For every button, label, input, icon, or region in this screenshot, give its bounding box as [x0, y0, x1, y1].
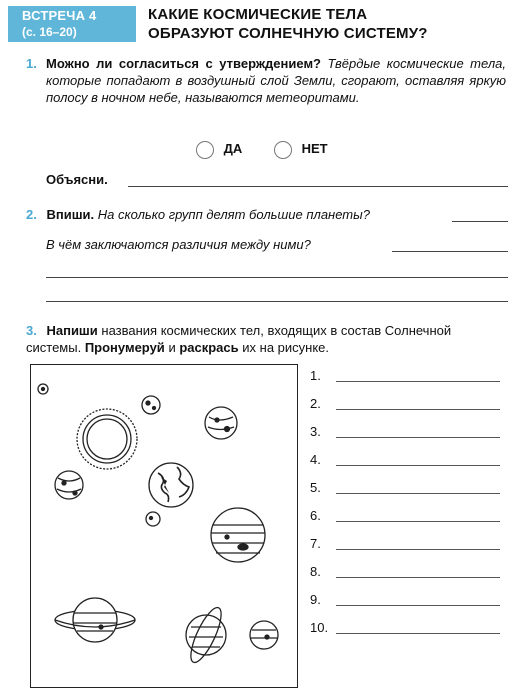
differences-text: В чём заключаются различия между ними? — [46, 237, 311, 252]
differences-answer-line-2[interactable] — [46, 277, 508, 278]
planets-illustration — [31, 365, 296, 686]
no-label: НЕТ — [301, 141, 328, 157]
question-2-part-2 — [46, 237, 311, 252]
question-2-number: 2. — [26, 207, 37, 222]
question-3-number: 3. — [26, 323, 37, 338]
question-3-verb-write: Напиши — [46, 323, 98, 338]
question-2-verb: Впиши. — [46, 207, 95, 222]
differences-answer-line-1[interactable] — [392, 251, 508, 252]
question-3 — [26, 322, 508, 356]
earth-icon — [149, 463, 193, 507]
question-1-number: 1. — [26, 56, 37, 71]
explain-text: Объясни. — [46, 172, 108, 187]
answer-line-4[interactable]: 4. — [310, 452, 500, 472]
question-3-text-1: названия космических тел, входящих в состав Солнечной системы. — [26, 323, 452, 355]
differences-answer-line-3[interactable] — [46, 301, 508, 302]
question-3-text-2: их на рисунке. — [242, 340, 330, 355]
neptune-icon — [250, 621, 278, 649]
explain-label — [46, 172, 108, 187]
mars-icon — [55, 471, 83, 499]
small-moon-icon — [38, 384, 48, 394]
answer-line-7[interactable]: 7. — [310, 536, 500, 556]
question-1-statement: Твёрдые космические тела, которые попадают в воздушный слой Земли, сгорают, оставляя яркую полосу в ночном небе, называются метеоритами. — [46, 56, 506, 105]
answer-line-8[interactable]: 8. — [310, 564, 500, 584]
solar-system-drawing[interactable] — [30, 364, 298, 688]
badge-pages: (с. 16–20) — [22, 25, 77, 39]
title-line-2: ОБРАЗУЮТ СОЛНЕЧНУЮ СИСТЕМУ? — [148, 25, 428, 42]
explain-answer-line[interactable] — [128, 186, 508, 187]
lesson-badge — [8, 6, 136, 42]
answer-no-option[interactable] — [274, 141, 328, 159]
moon-icon — [146, 512, 160, 526]
question-1-prompt: Можно ли согласиться с утверждением? — [46, 56, 321, 71]
no-radio[interactable] — [274, 141, 292, 159]
answer-line-3[interactable]: 3. — [310, 424, 500, 444]
badge-title: ВСТРЕЧА 4 — [22, 8, 97, 23]
saturn-icon — [55, 598, 135, 642]
yes-radio[interactable] — [196, 141, 214, 159]
question-3-verb-number: Пронумеруй — [84, 340, 165, 355]
answer-line-9[interactable]: 9. — [310, 592, 500, 612]
mercury-icon — [142, 396, 160, 414]
answer-line-6[interactable]: 6. — [310, 508, 500, 528]
question-2 — [26, 207, 370, 222]
question-1 — [26, 55, 506, 106]
question-3-and: и — [168, 340, 176, 355]
title-line-1: КАКИЕ КОСМИЧЕСКИЕ ТЕЛА — [148, 6, 368, 23]
answer-line-10[interactable]: 10. — [310, 620, 500, 640]
answer-yes-option[interactable] — [196, 141, 242, 159]
uranus-icon — [185, 604, 227, 666]
venus-icon — [205, 407, 237, 439]
page-title — [148, 5, 428, 43]
answer-line-1[interactable]: 1. — [310, 368, 500, 388]
sun-icon — [77, 409, 137, 469]
question-3-verb-color: раскрась — [179, 340, 239, 355]
yes-label: ДА — [223, 141, 243, 157]
groups-answer-line[interactable] — [452, 221, 508, 222]
question-2-text: На сколько групп делят большие планеты? — [97, 207, 370, 222]
answer-line-5[interactable]: 5. — [310, 480, 500, 500]
jupiter-icon — [211, 508, 265, 562]
answer-line-2[interactable]: 2. — [310, 396, 500, 416]
